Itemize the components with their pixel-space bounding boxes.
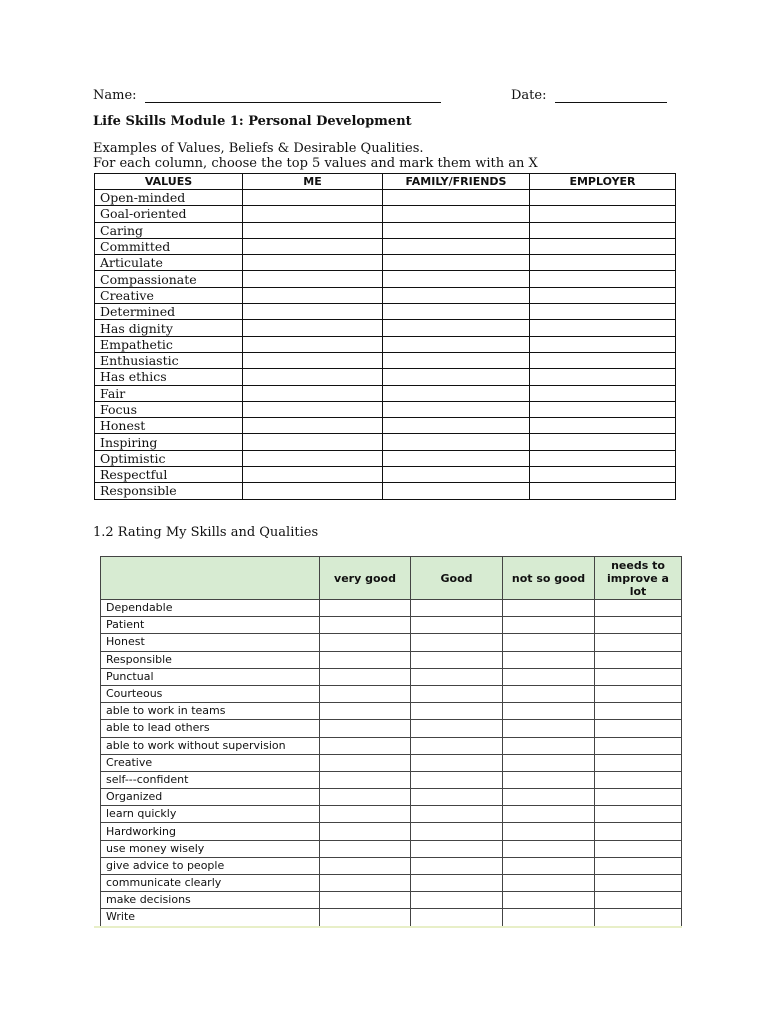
me-cell[interactable] [243, 238, 383, 254]
not-so-good-cell[interactable] [503, 737, 595, 754]
skill-label: Creative [101, 754, 320, 771]
very-good-cell[interactable] [320, 823, 411, 840]
employer-cell[interactable] [530, 385, 676, 401]
value-label: Honest [95, 418, 243, 434]
family-friends-cell[interactable] [383, 238, 530, 254]
table-row [101, 651, 682, 668]
table-row [95, 238, 676, 254]
table-row [95, 352, 676, 368]
employer-cell[interactable] [530, 190, 676, 206]
very-good-cell[interactable] [320, 857, 411, 874]
me-cell[interactable] [243, 369, 383, 385]
needs-improve-cell[interactable] [595, 909, 682, 926]
table-row [95, 401, 676, 417]
good-cell[interactable] [411, 771, 503, 788]
family-friends-cell[interactable] [383, 320, 530, 336]
value-label: Articulate [95, 255, 243, 271]
skill-label: Responsible [101, 651, 320, 668]
employer-cell[interactable] [530, 238, 676, 254]
value-label: Creative [95, 287, 243, 303]
me-cell[interactable] [243, 385, 383, 401]
not-so-good-cell[interactable] [503, 600, 595, 617]
table-row [95, 222, 676, 238]
table-row [95, 206, 676, 222]
not-so-good-cell[interactable] [503, 634, 595, 651]
intro-line-1: Examples of Values, Beliefs & Desirable Qualities. [93, 141, 424, 156]
good-cell[interactable] [411, 720, 503, 737]
value-label: Focus [95, 401, 243, 417]
very-good-cell[interactable] [320, 806, 411, 823]
table-row [101, 840, 682, 857]
needs-improve-cell[interactable] [595, 857, 682, 874]
bottom-rule [94, 926, 682, 928]
table-row [95, 434, 676, 450]
needs-improve-cell[interactable] [595, 823, 682, 840]
value-label: Compassionate [95, 271, 243, 287]
table-row [101, 875, 682, 892]
me-cell[interactable] [243, 352, 383, 368]
employer-cell[interactable] [530, 336, 676, 352]
me-cell[interactable] [243, 255, 383, 271]
good-cell[interactable] [411, 909, 503, 926]
not-so-good-cell[interactable] [503, 840, 595, 857]
needs-improve-cell[interactable] [595, 754, 682, 771]
col-very-good: very good [320, 557, 411, 600]
me-cell[interactable] [243, 467, 383, 483]
good-cell[interactable] [411, 857, 503, 874]
me-cell[interactable] [243, 287, 383, 303]
table-row [95, 304, 676, 320]
value-label: Has dignity [95, 320, 243, 336]
needs-improve-cell[interactable] [595, 789, 682, 806]
value-label: Goal-oriented [95, 206, 243, 222]
me-cell[interactable] [243, 304, 383, 320]
family-friends-cell[interactable] [383, 401, 530, 417]
not-so-good-cell[interactable] [503, 703, 595, 720]
skills-table-header [101, 557, 682, 600]
value-label: Fair [95, 385, 243, 401]
not-so-good-cell[interactable] [503, 875, 595, 892]
table-row [101, 789, 682, 806]
table-row [95, 336, 676, 352]
values-table-header [95, 174, 676, 190]
very-good-cell[interactable] [320, 668, 411, 685]
needs-improve-cell[interactable] [595, 634, 682, 651]
col-employer: EMPLOYER [530, 174, 676, 190]
value-label: Respectful [95, 467, 243, 483]
family-friends-cell[interactable] [383, 450, 530, 466]
family-friends-cell[interactable] [383, 287, 530, 303]
skill-label: able to work in teams [101, 703, 320, 720]
family-friends-cell[interactable] [383, 255, 530, 271]
very-good-cell[interactable] [320, 875, 411, 892]
needs-improve-cell[interactable] [595, 600, 682, 617]
needs-improve-cell[interactable] [595, 685, 682, 702]
good-cell[interactable] [411, 875, 503, 892]
good-cell[interactable] [411, 754, 503, 771]
date-label: Date: [511, 88, 547, 103]
value-label: Optimistic [95, 450, 243, 466]
me-cell[interactable] [243, 206, 383, 222]
very-good-cell[interactable] [320, 703, 411, 720]
not-so-good-cell[interactable] [503, 651, 595, 668]
family-friends-cell[interactable] [383, 352, 530, 368]
needs-improve-cell[interactable] [595, 875, 682, 892]
employer-cell[interactable] [530, 483, 676, 499]
employer-cell[interactable] [530, 450, 676, 466]
family-friends-cell[interactable] [383, 434, 530, 450]
col-needs-improve: needs to improve a lot [595, 557, 682, 600]
table-row [101, 668, 682, 685]
name-label: Name: [93, 88, 137, 103]
table-row [95, 271, 676, 287]
value-label: Empathetic [95, 336, 243, 352]
me-cell[interactable] [243, 222, 383, 238]
needs-improve-cell[interactable] [595, 806, 682, 823]
value-label: Inspiring [95, 434, 243, 450]
employer-cell[interactable] [530, 206, 676, 222]
table-row [101, 703, 682, 720]
table-row [95, 467, 676, 483]
name-line [93, 88, 441, 103]
table-row [95, 369, 676, 385]
table-row [101, 892, 682, 909]
skill-label: Dependable [101, 600, 320, 617]
value-label: Committed [95, 238, 243, 254]
very-good-cell[interactable] [320, 754, 411, 771]
skill-label: give advice to people [101, 857, 320, 874]
very-good-cell[interactable] [320, 789, 411, 806]
me-cell[interactable] [243, 320, 383, 336]
table-row [101, 823, 682, 840]
very-good-cell[interactable] [320, 651, 411, 668]
table-row [95, 450, 676, 466]
not-so-good-cell[interactable] [503, 771, 595, 788]
not-so-good-cell[interactable] [503, 789, 595, 806]
needs-improve-cell[interactable] [595, 651, 682, 668]
intro-text [93, 141, 538, 171]
good-cell[interactable] [411, 806, 503, 823]
me-cell[interactable] [243, 418, 383, 434]
skill-label: self---confident [101, 771, 320, 788]
table-row [95, 418, 676, 434]
employer-cell[interactable] [530, 434, 676, 450]
employer-cell[interactable] [530, 467, 676, 483]
very-good-cell[interactable] [320, 909, 411, 926]
good-cell[interactable] [411, 651, 503, 668]
skill-label: Courteous [101, 685, 320, 702]
not-so-good-cell[interactable] [503, 892, 595, 909]
good-cell[interactable] [411, 703, 503, 720]
table-row [101, 634, 682, 651]
good-cell[interactable] [411, 737, 503, 754]
skill-label: Hardworking [101, 823, 320, 840]
col-not-so-good: not so good [503, 557, 595, 600]
date-line [511, 88, 667, 103]
good-cell[interactable] [411, 600, 503, 617]
table-row [95, 385, 676, 401]
needs-improve-cell[interactable] [595, 720, 682, 737]
employer-cell[interactable] [530, 320, 676, 336]
very-good-cell[interactable] [320, 771, 411, 788]
table-row [101, 806, 682, 823]
very-good-cell[interactable] [320, 737, 411, 754]
col-good: Good [411, 557, 503, 600]
family-friends-cell[interactable] [383, 206, 530, 222]
skills-table [100, 556, 682, 927]
table-row [101, 771, 682, 788]
employer-cell[interactable] [530, 418, 676, 434]
me-cell[interactable] [243, 190, 383, 206]
needs-improve-cell[interactable] [595, 617, 682, 634]
date-field[interactable] [555, 90, 667, 103]
not-so-good-cell[interactable] [503, 617, 595, 634]
section-heading: 1.2 Rating My Skills and Qualities [93, 525, 319, 540]
value-label: Open-minded [95, 190, 243, 206]
needs-improve-cell[interactable] [595, 737, 682, 754]
very-good-cell[interactable] [320, 600, 411, 617]
intro-line-2: For each column, choose the top 5 values and mark them with an X [93, 156, 538, 171]
skill-label: Honest [101, 634, 320, 651]
family-friends-cell[interactable] [383, 222, 530, 238]
page-title: Life Skills Module 1: Personal Development [93, 114, 412, 129]
col-me: ME [243, 174, 383, 190]
value-label: Caring [95, 222, 243, 238]
me-cell[interactable] [243, 450, 383, 466]
table-row [101, 600, 682, 617]
very-good-cell[interactable] [320, 617, 411, 634]
family-friends-cell[interactable] [383, 385, 530, 401]
skill-label: Punctual [101, 668, 320, 685]
employer-cell[interactable] [530, 287, 676, 303]
table-row [101, 685, 682, 702]
skill-label: Write [101, 909, 320, 926]
not-so-good-cell[interactable] [503, 806, 595, 823]
col-values: VALUES [95, 174, 243, 190]
table-row [95, 287, 676, 303]
family-friends-cell[interactable] [383, 336, 530, 352]
good-cell[interactable] [411, 823, 503, 840]
good-cell[interactable] [411, 668, 503, 685]
me-cell[interactable] [243, 401, 383, 417]
very-good-cell[interactable] [320, 685, 411, 702]
value-label: Determined [95, 304, 243, 320]
family-friends-cell[interactable] [383, 418, 530, 434]
table-row [95, 190, 676, 206]
me-cell[interactable] [243, 434, 383, 450]
very-good-cell[interactable] [320, 720, 411, 737]
good-cell[interactable] [411, 892, 503, 909]
table-row [95, 320, 676, 336]
good-cell[interactable] [411, 685, 503, 702]
not-so-good-cell[interactable] [503, 720, 595, 737]
family-friends-cell[interactable] [383, 271, 530, 287]
name-field[interactable] [145, 90, 441, 103]
table-row [101, 737, 682, 754]
values-table [94, 173, 676, 500]
table-row [101, 909, 682, 926]
family-friends-cell[interactable] [383, 467, 530, 483]
table-row [101, 617, 682, 634]
family-friends-cell[interactable] [383, 369, 530, 385]
needs-improve-cell[interactable] [595, 840, 682, 857]
table-row [95, 483, 676, 499]
employer-cell[interactable] [530, 352, 676, 368]
employer-cell[interactable] [530, 255, 676, 271]
skill-label: able to work without supervision [101, 737, 320, 754]
me-cell[interactable] [243, 483, 383, 499]
needs-improve-cell[interactable] [595, 668, 682, 685]
skill-label: use money wisely [101, 840, 320, 857]
good-cell[interactable] [411, 840, 503, 857]
needs-improve-cell[interactable] [595, 771, 682, 788]
needs-improve-cell[interactable] [595, 703, 682, 720]
skill-label: make decisions [101, 892, 320, 909]
skill-label: able to lead others [101, 720, 320, 737]
employer-cell[interactable] [530, 271, 676, 287]
very-good-cell[interactable] [320, 840, 411, 857]
value-label: Enthusiastic [95, 352, 243, 368]
not-so-good-cell[interactable] [503, 823, 595, 840]
good-cell[interactable] [411, 617, 503, 634]
family-friends-cell[interactable] [383, 483, 530, 499]
table-row [101, 754, 682, 771]
not-so-good-cell[interactable] [503, 857, 595, 874]
table-row [95, 255, 676, 271]
not-so-good-cell[interactable] [503, 685, 595, 702]
skill-label: Organized [101, 789, 320, 806]
very-good-cell[interactable] [320, 892, 411, 909]
table-row [101, 857, 682, 874]
skill-label: Patient [101, 617, 320, 634]
employer-cell[interactable] [530, 401, 676, 417]
table-row [101, 720, 682, 737]
employer-cell[interactable] [530, 222, 676, 238]
employer-cell[interactable] [530, 369, 676, 385]
col-family-friends: FAMILY/FRIENDS [383, 174, 530, 190]
skill-label: communicate clearly [101, 875, 320, 892]
very-good-cell[interactable] [320, 634, 411, 651]
not-so-good-cell[interactable] [503, 754, 595, 771]
not-so-good-cell[interactable] [503, 668, 595, 685]
me-cell[interactable] [243, 271, 383, 287]
needs-improve-cell[interactable] [595, 892, 682, 909]
not-so-good-cell[interactable] [503, 909, 595, 926]
good-cell[interactable] [411, 789, 503, 806]
good-cell[interactable] [411, 634, 503, 651]
me-cell[interactable] [243, 336, 383, 352]
family-friends-cell[interactable] [383, 304, 530, 320]
employer-cell[interactable] [530, 304, 676, 320]
family-friends-cell[interactable] [383, 190, 530, 206]
value-label: Has ethics [95, 369, 243, 385]
value-label: Responsible [95, 483, 243, 499]
col-skill [101, 557, 320, 600]
skill-label: learn quickly [101, 806, 320, 823]
